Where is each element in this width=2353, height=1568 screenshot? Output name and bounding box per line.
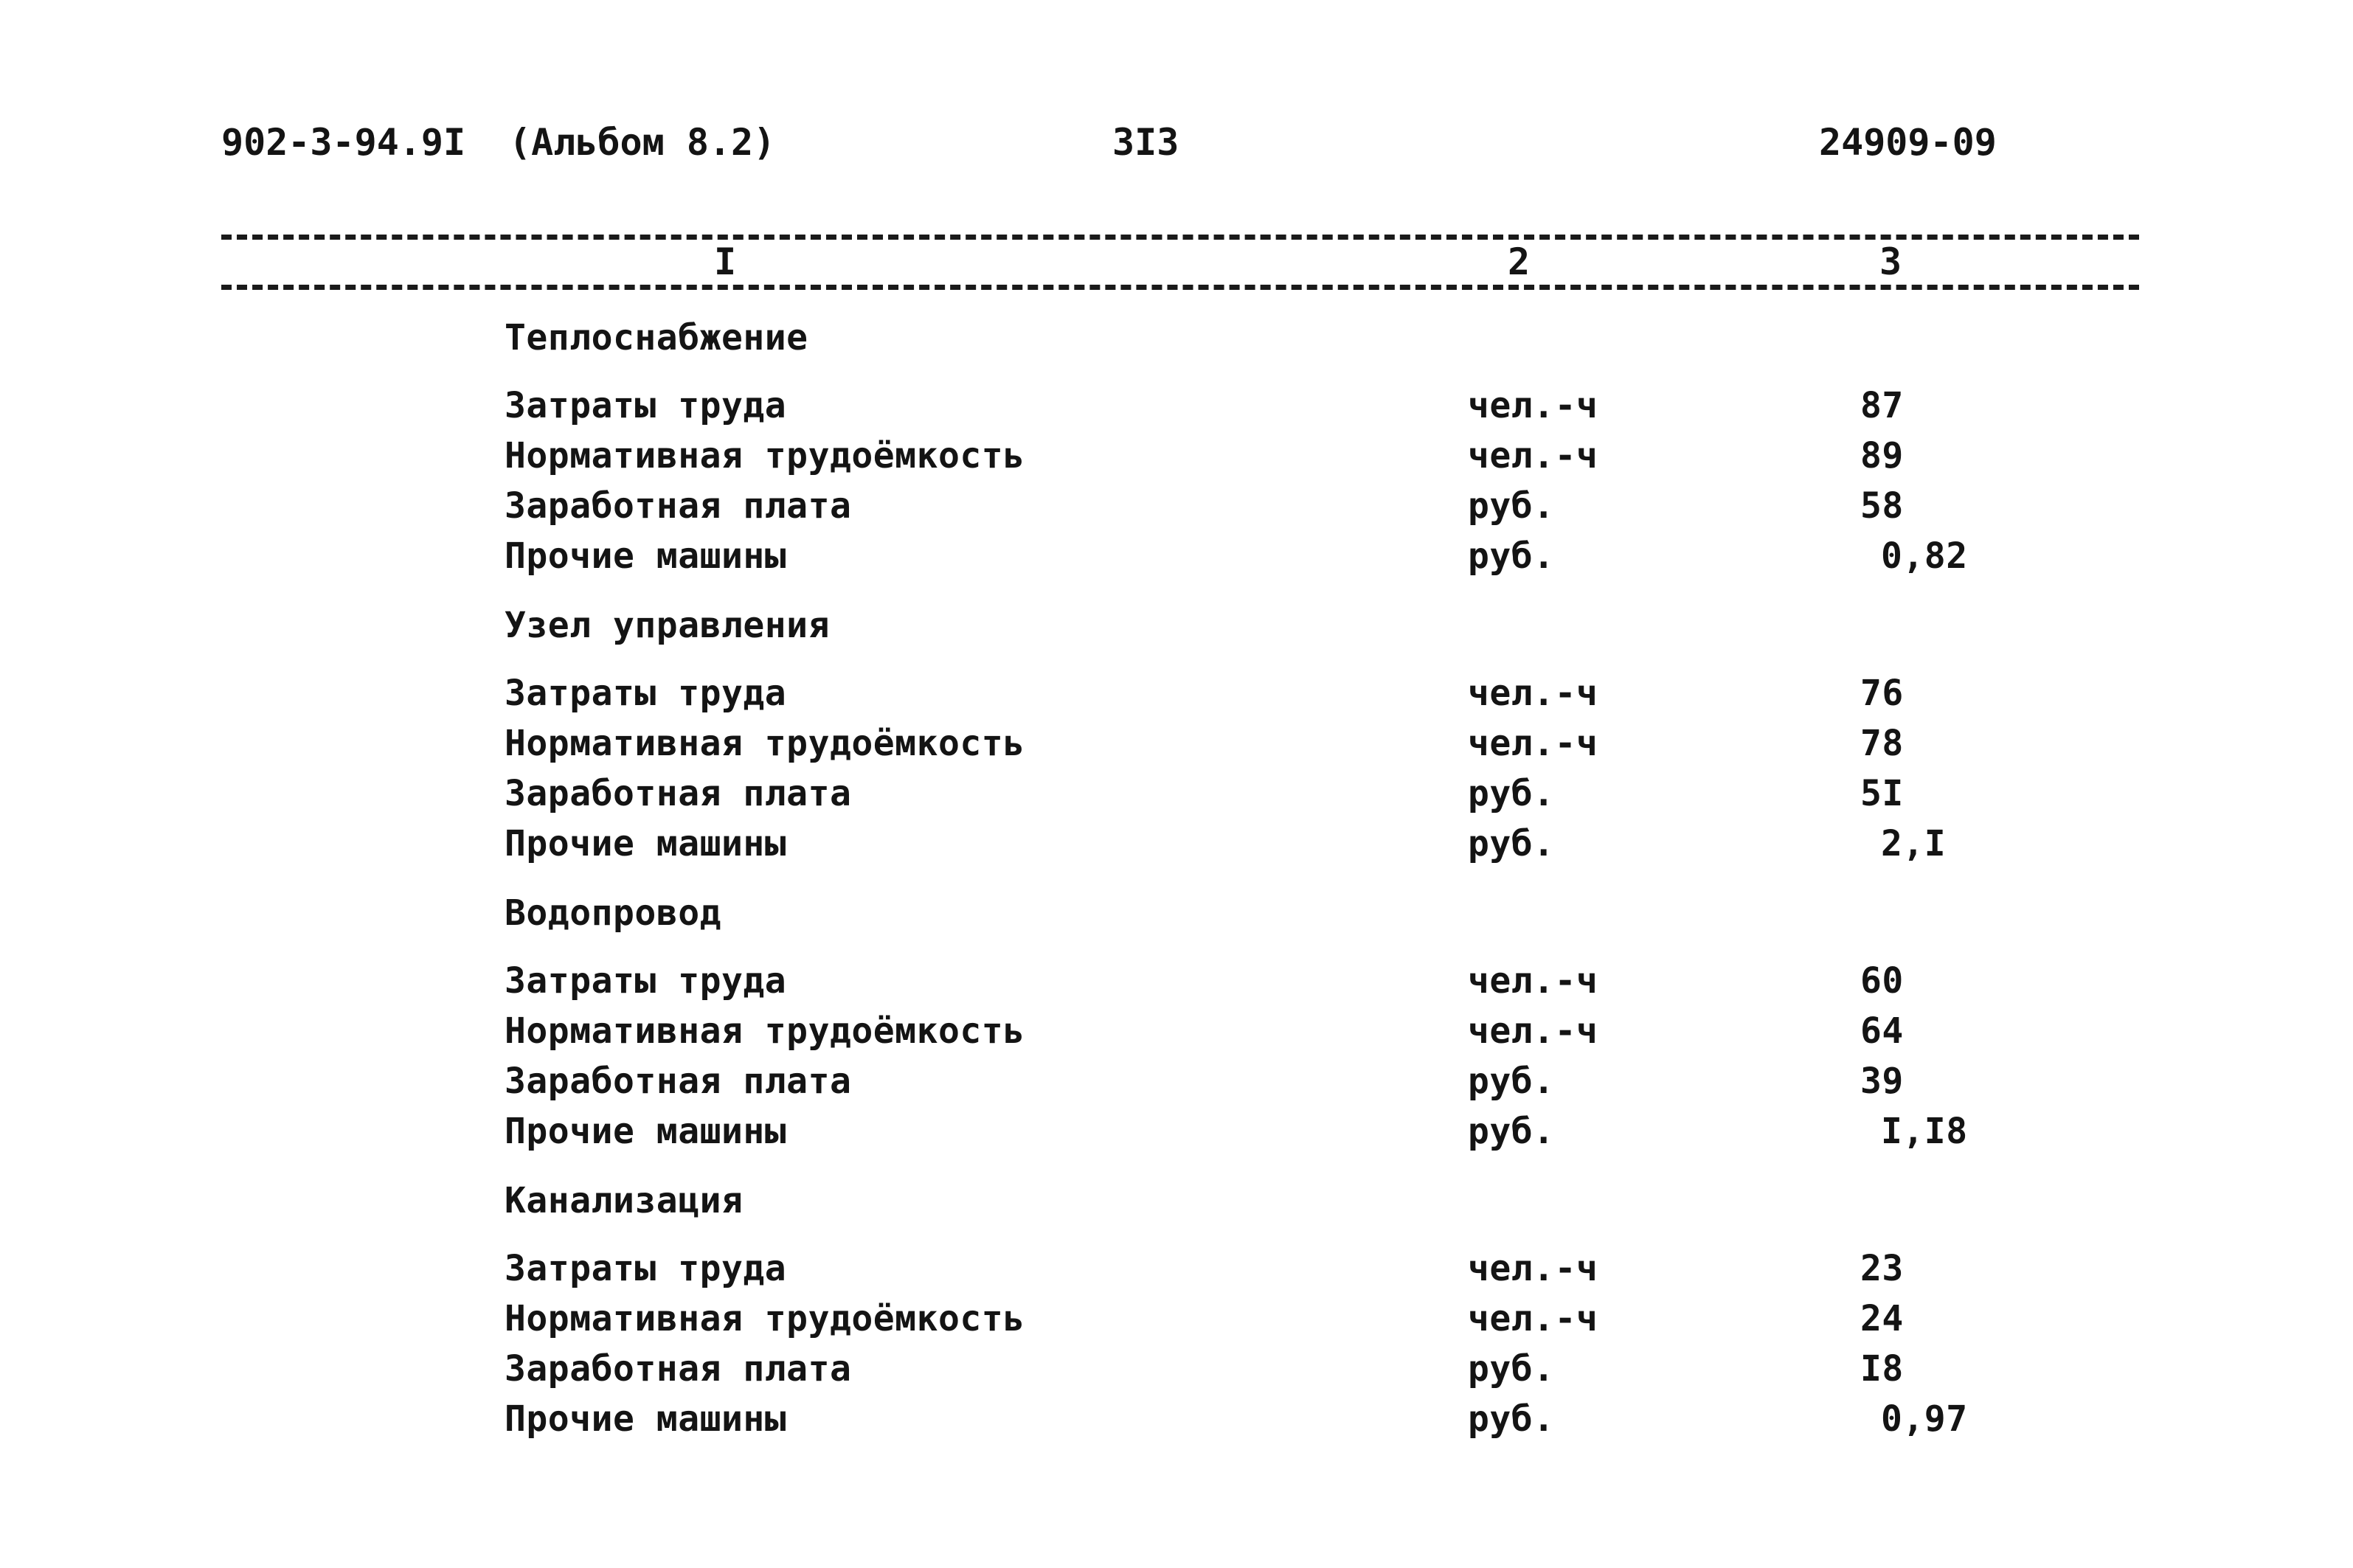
row-name: Нормативная трудоёмкость bbox=[505, 435, 1025, 476]
row-value: 2,I bbox=[1881, 823, 1947, 864]
column-number-2: 2 bbox=[1508, 240, 1531, 283]
row-unit: чел.-ч bbox=[1468, 385, 1598, 426]
row-unit: чел.-ч bbox=[1468, 960, 1598, 1002]
row-name: Заработная плата bbox=[505, 773, 852, 814]
row-unit: руб. bbox=[1468, 773, 1555, 814]
section-title: Канализация bbox=[505, 1180, 744, 1221]
row-unit: руб. bbox=[1468, 535, 1555, 577]
section-title: Узел управления bbox=[505, 605, 830, 646]
row-name: Затраты труда bbox=[505, 673, 787, 714]
row-value: 0,82 bbox=[1881, 535, 1968, 577]
section-title: Теплоснабжение bbox=[505, 317, 808, 358]
registry-number: 24909-09 bbox=[1819, 121, 1997, 164]
row-value: 23 bbox=[1860, 1248, 1904, 1289]
row-name: Нормативная трудоёмкость bbox=[505, 1010, 1025, 1052]
row-name: Нормативная трудоёмкость bbox=[505, 1298, 1025, 1339]
album-label: (Альбом 8.2) bbox=[509, 121, 776, 164]
row-value: 24 bbox=[1860, 1298, 1904, 1339]
row-value: 76 bbox=[1860, 673, 1904, 714]
section-title: Водопровод bbox=[505, 892, 721, 934]
row-value: 58 bbox=[1860, 485, 1904, 527]
row-unit: руб. bbox=[1468, 1111, 1555, 1152]
row-unit: чел.-ч bbox=[1468, 1248, 1598, 1289]
row-name: Прочие машины bbox=[505, 535, 787, 577]
row-unit: чел.-ч bbox=[1468, 1010, 1598, 1052]
column-number-1: I bbox=[714, 240, 737, 283]
row-unit: руб. bbox=[1468, 1398, 1555, 1440]
row-unit: руб. bbox=[1468, 1061, 1555, 1102]
row-unit: чел.-ч bbox=[1468, 435, 1598, 476]
row-name: Прочие машины bbox=[505, 823, 787, 864]
doc-code: 902-3-94.9I bbox=[221, 121, 466, 164]
row-value: I8 bbox=[1860, 1348, 1904, 1390]
row-name: Заработная плата bbox=[505, 1061, 852, 1102]
row-unit: чел.-ч bbox=[1468, 1298, 1598, 1339]
row-value: 39 bbox=[1860, 1061, 1904, 1102]
row-value: 64 bbox=[1860, 1010, 1904, 1052]
table-header-rule bbox=[221, 285, 2139, 290]
row-name: Затраты труда bbox=[505, 960, 787, 1002]
row-value: 78 bbox=[1860, 723, 1904, 764]
row-unit: чел.-ч bbox=[1468, 673, 1598, 714]
row-unit: руб. bbox=[1468, 823, 1555, 864]
row-value: 0,97 bbox=[1881, 1398, 1968, 1440]
row-name: Прочие машины bbox=[505, 1398, 787, 1440]
row-name: Нормативная трудоёмкость bbox=[505, 723, 1025, 764]
row-unit: чел.-ч bbox=[1468, 723, 1598, 764]
column-number-3: 3 bbox=[1879, 240, 1902, 283]
row-value: 60 bbox=[1860, 960, 1904, 1002]
row-unit: руб. bbox=[1468, 485, 1555, 527]
row-name: Заработная плата bbox=[505, 1348, 852, 1390]
row-name: Прочие машины bbox=[505, 1111, 787, 1152]
row-unit: руб. bbox=[1468, 1348, 1555, 1390]
row-name: Заработная плата bbox=[505, 485, 852, 527]
table-top-rule bbox=[221, 235, 2139, 240]
row-value: 87 bbox=[1860, 385, 1904, 426]
row-name: Затраты труда bbox=[505, 1248, 787, 1289]
row-name: Затраты труда bbox=[505, 385, 787, 426]
row-value: 5I bbox=[1860, 773, 1904, 814]
row-value: 89 bbox=[1860, 435, 1904, 476]
row-value: I,I8 bbox=[1881, 1111, 1968, 1152]
page-number: 3I3 bbox=[1112, 121, 1179, 164]
